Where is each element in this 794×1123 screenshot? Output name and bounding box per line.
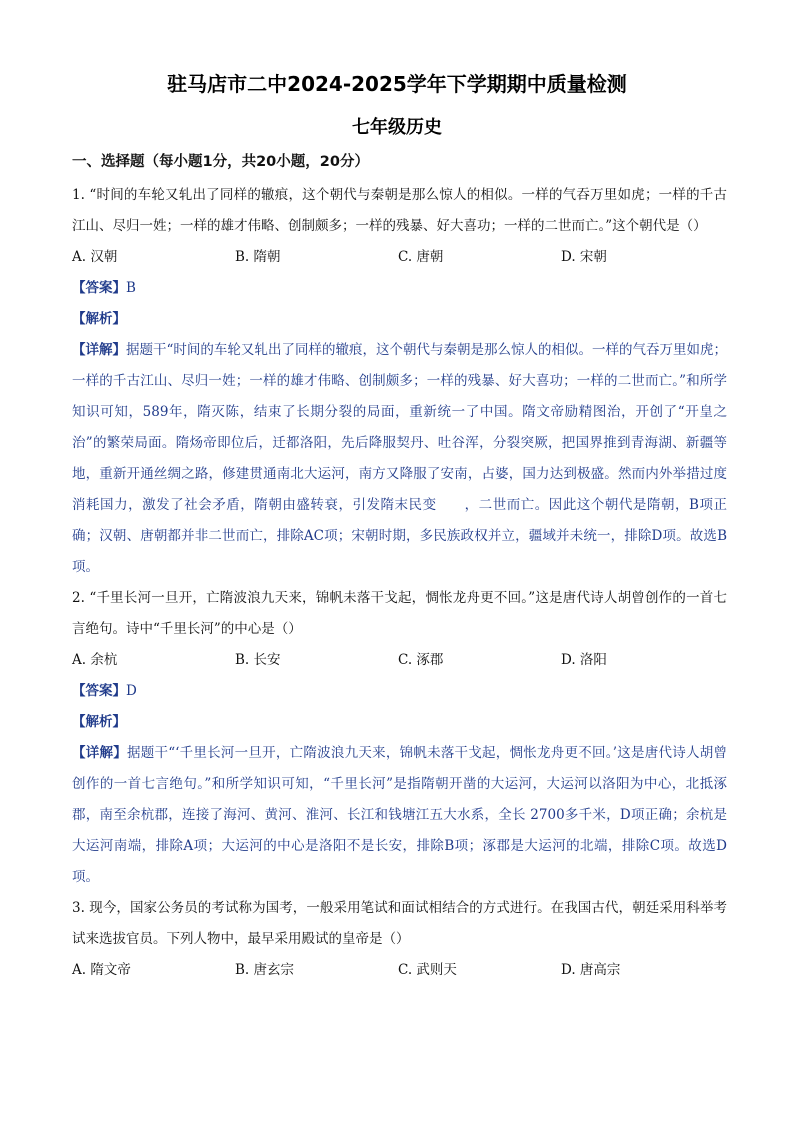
answer-value: B: [126, 280, 136, 296]
question-2-options: [72, 645, 727, 676]
q1-option-a: A. 汉朝: [72, 249, 118, 265]
q1-detail: [72, 335, 727, 583]
detail-text: 据题干“时间的车轮又轧出了同样的辙痕，这个朝代与秦朝是那么惊人的相似。一样的气吞万里如虎；一样的千古江山、尽归一姓；一样的雄才伟略、创制颇多；一样的残暴、好大喜功；一样的二世而亡。”和所学知识可知，589年，隋灭陈，结束了长期分裂的局面，重新统一了中国。隋文帝励精图治，开创了“开皇之治”的繁荣局面。隋炀帝即位后，迁都洛阳，先后降服契丹、吐谷浑，分裂突厥，把国界推到青海湖、新疆等地，重新开通丝绸之路，修建贯通南北大运河，南方又降服了安南，占婆，国力达到极盛。然而内外举措过度消耗国力，激发了社会矛盾，隋朝由盛转衰，引发隋末民变 ，二世而亡。因此这个朝代是隋朝，B项正确；汉朝、唐朝都并非二世而亡，排除AC项；宋朝时期，多民族政权并立，疆域并未统一，排除D项。故选B项。: [72, 342, 728, 575]
q3-option-b: B. 唐玄宗: [235, 962, 295, 978]
question-3-options: [72, 955, 727, 986]
exam-subtitle: 七年级历史: [352, 117, 442, 138]
q3-option-d: D. 唐高宗: [561, 962, 621, 978]
q2-option-a: A. 余杭: [72, 652, 118, 668]
answer-label: 【答案】: [72, 280, 126, 296]
q3-option-c: C. 武则天: [398, 962, 457, 978]
exam-title: 驻马店市二中2024-2025学年下学期期中质量检测: [167, 72, 627, 96]
q3-option-a: A. 隋文帝: [72, 962, 131, 978]
q1-answer: [72, 273, 727, 304]
answer-value: D: [126, 683, 137, 699]
detail-text: 据题干“‘千里长河一旦开，亡隋波浪九天来，锦帆未落干戈起，惆怅龙舟更不回。’这是唐代诗人胡曾创作的一首七言绝句。”和所学知识可知，“千里长河”是指隋朝开凿的大运河，大运河以洛阳为中心，北抵涿郡，南至余杭郡，连接了海河、黄河、淮河、长江和钱塘江五大水系，全长 2700多千米，D项正确；余杭是大运河南端，排除A项；大运河的中心是洛阳不是长安，排除B项；涿郡是大运河的北端，排除C项。故选D项。: [72, 745, 728, 885]
q1-option-b: B. 隋朝: [235, 249, 281, 265]
answer-label: 【答案】: [72, 683, 126, 699]
q1-option-d: D. 宋朝: [561, 249, 607, 265]
question-2-stem: 2. “千里长河一旦开，亡隋波浪九天来，锦帆未落干戈起，惆怅龙舟更不回。”这是唐代诗人胡曾创作的一首七言绝句。诗中“千里长河”的中心是（）: [72, 590, 727, 637]
detail-label: 【详解】: [72, 342, 127, 358]
section-heading: 一、选择题（每小题1分，共20小题，20分）: [72, 154, 369, 170]
q2-option-d: D. 洛阳: [561, 652, 607, 668]
q2-option-c: C. 涿郡: [398, 652, 444, 668]
q2-analysis: [72, 707, 727, 738]
detail-label: 【详解】: [72, 745, 127, 761]
q2-detail: [72, 738, 727, 893]
q2-option-b: B. 长安: [235, 652, 281, 668]
q2-answer: [72, 676, 727, 707]
q1-option-c: C. 唐朝: [398, 249, 444, 265]
q1-analysis: [72, 304, 727, 335]
questions: [72, 180, 727, 986]
question-3-stem: 3. 现今，国家公务员的考试称为国考，一般采用笔试和面试相结合的方式进行。在我国古代，朝廷采用科举考试来选拔官员。下列人物中，最早采用殿试的皇帝是（）: [72, 900, 727, 947]
question-1-stem: 1. “时间的车轮又轧出了同样的辙痕，这个朝代与秦朝是那么惊人的相似。一样的气吞万里如虎；一样的千古江山、尽归一姓；一样的雄才伟略、创制颇多；一样的残暴、好大喜功；一样的二世而亡。”这个朝代是（）: [72, 187, 727, 234]
analysis-label: 【解析】: [72, 311, 126, 327]
analysis-label: 【解析】: [72, 714, 126, 730]
question-1-options: [72, 242, 727, 273]
